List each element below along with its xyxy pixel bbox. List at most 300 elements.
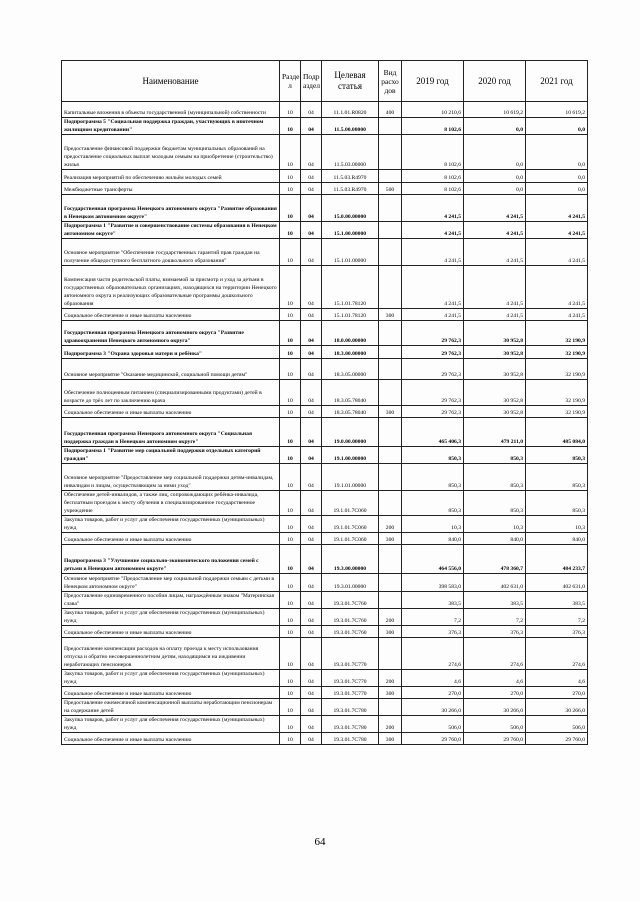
row-podrazdel-cell: 04: [301, 309, 322, 321]
row-amount-2019-cell: 10 210,6: [402, 102, 464, 118]
table-row: [62, 670, 588, 687]
row-name-cell: Подпрограмма 5 "Социальная поддержка граждан, участвующих в ипотечном жилищном кредитовании": [62, 118, 280, 135]
row-target-article-cell: 18.3.05.00000: [322, 359, 379, 380]
row-expense-type-cell: [379, 638, 402, 670]
row-amount-2019-cell: 274,6: [402, 638, 464, 670]
row-amount-2019-cell: 7,2: [402, 609, 464, 626]
table-row: [62, 222, 588, 239]
row-amount-2021-cell: 270,0: [526, 687, 588, 699]
row-amount-2019-cell: 4 241,5: [402, 309, 464, 321]
row-razdel-cell: 10: [280, 609, 301, 626]
row-amount-2021-cell: 0,0: [526, 118, 588, 135]
row-podrazdel-cell: 04: [301, 239, 322, 266]
header-target-article: Целевая статья: [322, 61, 379, 102]
row-podrazdel-cell: 04: [301, 135, 322, 170]
row-razdel-cell: 10: [280, 222, 301, 239]
row-amount-2020-cell: 30 952,8: [464, 321, 526, 346]
row-amount-2021-cell: 29 760,0: [526, 733, 588, 745]
row-expense-type-cell: 500: [379, 183, 402, 195]
row-amount-2021-cell: 4 241,5: [526, 195, 588, 222]
row-amount-2019-cell: 840,0: [402, 533, 464, 545]
row-amount-2019-cell: 8 102,6: [402, 183, 464, 195]
row-amount-2021-cell: 4 241,5: [526, 222, 588, 239]
row-amount-2020-cell: 29 760,0: [464, 733, 526, 745]
row-amount-2019-cell: 270,0: [402, 687, 464, 699]
table-row: [62, 380, 588, 406]
row-amount-2019-cell: 4 241,5: [402, 222, 464, 239]
row-razdel-cell: 10: [280, 118, 301, 135]
row-podrazdel-cell: 04: [301, 545, 322, 574]
row-podrazdel-cell: 04: [301, 609, 322, 626]
row-amount-2020-cell: 4 241,5: [464, 222, 526, 239]
table-row: [62, 491, 588, 516]
row-expense-type-cell: [379, 491, 402, 516]
row-amount-2019-cell: 850,3: [402, 447, 464, 464]
row-target-article-cell: 19.1.01.7C060: [322, 533, 379, 545]
row-razdel-cell: 10: [280, 102, 301, 118]
row-razdel-cell: 10: [280, 309, 301, 321]
row-name-cell: Обеспечение детей-инвалидов, а также лиц, сопровождающих ребёнка-инвалида, бесплатным проездом к месту обучения в специализированное государственное учреждение: [62, 491, 280, 516]
row-expense-type-cell: [379, 699, 402, 716]
row-amount-2020-cell: 270,0: [464, 687, 526, 699]
row-amount-2020-cell: 0,0: [464, 118, 526, 135]
row-expense-type-cell: [379, 239, 402, 266]
row-razdel-cell: 10: [280, 195, 301, 222]
row-razdel-cell: 10: [280, 359, 301, 380]
row-name-cell: Основное мероприятие "Предоставление мер социальной поддержки детям-инвалидам, инвалидам и лицам, осуществляющим за ними уход": [62, 464, 280, 491]
row-name-cell: Закупка товаров, работ и услуг для обеспечения государственных (муниципальных) нужд: [62, 716, 280, 733]
row-amount-2019-cell: 29 762,3: [402, 346, 464, 359]
row-name-cell: Социальное обеспечение и иные выплаты населению: [62, 626, 280, 638]
row-name-cell: Предоставление компенсации расходов на оплату проезда к месту использования отпуска и обратно несовершеннолетним детям, находящимся на иждивении неработающих пенсионеров: [62, 638, 280, 670]
row-target-article-cell: 15.1.01.00000: [322, 239, 379, 266]
row-amount-2020-cell: 30 952,8: [464, 359, 526, 380]
row-razdel-cell: 10: [280, 733, 301, 745]
row-expense-type-cell: 300: [379, 626, 402, 638]
row-amount-2021-cell: 32 190,9: [526, 380, 588, 406]
row-name-cell: Государственная программа Ненецкого автономного округа "Развитие здравоохранения Ненецкого автономного округа": [62, 321, 280, 346]
row-target-article-cell: 18.0.00.00000: [322, 321, 379, 346]
table-row: [62, 516, 588, 533]
row-target-article-cell: 19.3.01.7C780: [322, 733, 379, 745]
table-row: [62, 716, 588, 733]
row-podrazdel-cell: 04: [301, 346, 322, 359]
row-amount-2020-cell: 383,5: [464, 592, 526, 609]
row-razdel-cell: 10: [280, 135, 301, 170]
row-target-article-cell: 11.5.03.R4970: [322, 183, 379, 195]
row-podrazdel-cell: 04: [301, 418, 322, 447]
row-target-article-cell: 11.1.01.R0820: [322, 102, 379, 118]
row-amount-2020-cell: 0,0: [464, 135, 526, 170]
row-amount-2021-cell: 32 190,9: [526, 346, 588, 359]
row-name-cell: Государственная программа Ненецкого автономного округа "Социальная поддержка граждан в Ненецком автономном округе": [62, 418, 280, 447]
row-target-article-cell: 11.5.00.00000: [322, 118, 379, 135]
page-number: 64: [314, 836, 326, 848]
row-podrazdel-cell: 04: [301, 102, 322, 118]
row-target-article-cell: 15.1.00.00000: [322, 222, 379, 239]
row-amount-2020-cell: 274,6: [464, 638, 526, 670]
row-razdel-cell: 10: [280, 699, 301, 716]
row-name-cell: Предоставление финансовой поддержки бюджетам муниципальных образований на предоставление социальных выплат молодым семьям на приобретение (строительство) жилья: [62, 135, 280, 170]
row-target-article-cell: 19.0.00.00000: [322, 418, 379, 447]
header-expense-type: Вид расхо дов: [379, 61, 402, 102]
row-amount-2020-cell: 10,3: [464, 516, 526, 533]
header-podrazdel: Подр аздел: [301, 61, 322, 102]
row-amount-2019-cell: 29 762,3: [402, 321, 464, 346]
row-expense-type-cell: 200: [379, 516, 402, 533]
row-amount-2019-cell: 8 102,6: [402, 118, 464, 135]
row-amount-2019-cell: 29 762,3: [402, 406, 464, 418]
row-amount-2021-cell: 402 631,0: [526, 574, 588, 592]
row-podrazdel-cell: 04: [301, 533, 322, 545]
row-amount-2020-cell: 4 241,5: [464, 239, 526, 266]
row-razdel-cell: 10: [280, 574, 301, 592]
table-row: [62, 464, 588, 491]
row-amount-2019-cell: 398 583,0: [402, 574, 464, 592]
row-podrazdel-cell: 04: [301, 222, 322, 239]
row-podrazdel-cell: 04: [301, 183, 322, 195]
row-expense-type-cell: [379, 170, 402, 183]
table-row: [62, 135, 588, 170]
row-amount-2021-cell: 506,0: [526, 716, 588, 733]
row-razdel-cell: 10: [280, 170, 301, 183]
header-name: Наименование: [62, 61, 280, 102]
row-target-article-cell: 19.1.01.7C060: [322, 516, 379, 533]
row-amount-2020-cell: 402 631,0: [464, 574, 526, 592]
row-amount-2021-cell: 4,6: [526, 670, 588, 687]
table-row: [62, 346, 588, 359]
row-target-article-cell: 19.3.01.7C770: [322, 670, 379, 687]
row-podrazdel-cell: 04: [301, 516, 322, 533]
table-row: [62, 592, 588, 609]
row-podrazdel-cell: 04: [301, 266, 322, 309]
row-target-article-cell: 11.5.03.R4970: [322, 170, 379, 183]
row-name-cell: Закупка товаров, работ и услуг для обеспечения государственных (муниципальных) нужд: [62, 670, 280, 687]
row-name-cell: Предоставление ежемесячной компенсационной выплаты неработающим пенсионерам на содержание детей: [62, 699, 280, 716]
row-razdel-cell: 10: [280, 266, 301, 309]
table-row: [62, 574, 588, 592]
table-header-row: [62, 61, 588, 102]
row-name-cell: Подпрограмма 1 "Развитие и совершенствование системы образования в Ненецком автономном округе": [62, 222, 280, 239]
row-podrazdel-cell: 04: [301, 359, 322, 380]
row-amount-2019-cell: 29 762,3: [402, 359, 464, 380]
table-row: [62, 170, 588, 183]
row-target-article-cell: 18.3.05.78040: [322, 380, 379, 406]
row-podrazdel-cell: 04: [301, 626, 322, 638]
row-amount-2020-cell: 30 266,0: [464, 699, 526, 716]
row-razdel-cell: 10: [280, 638, 301, 670]
row-amount-2020-cell: 30 952,8: [464, 380, 526, 406]
row-name-cell: Подпрограмма 3 "Охрана здоровья матери и ребёнка": [62, 346, 280, 359]
row-expense-type-cell: 300: [379, 687, 402, 699]
row-amount-2019-cell: 10,3: [402, 516, 464, 533]
row-expense-type-cell: [379, 380, 402, 406]
row-target-article-cell: 15.1.01.78120: [322, 309, 379, 321]
table-row: [62, 545, 588, 574]
row-amount-2021-cell: 4 241,5: [526, 239, 588, 266]
row-amount-2019-cell: 376,3: [402, 626, 464, 638]
row-amount-2021-cell: 4 241,5: [526, 309, 588, 321]
row-amount-2021-cell: 485 084,0: [526, 418, 588, 447]
row-amount-2019-cell: 29 762,3: [402, 380, 464, 406]
row-name-cell: Основное мероприятие "Обеспечение государственных гарантий прав граждан на получение общедоступного бесплатного дошкольного образования": [62, 239, 280, 266]
row-podrazdel-cell: 04: [301, 699, 322, 716]
row-podrazdel-cell: 04: [301, 464, 322, 491]
row-amount-2021-cell: 840,0: [526, 533, 588, 545]
row-amount-2019-cell: 4,6: [402, 670, 464, 687]
row-name-cell: Закупка товаров, работ и услуг для обеспечения государственных (муниципальных) нужд: [62, 609, 280, 626]
row-amount-2020-cell: 840,0: [464, 533, 526, 545]
row-razdel-cell: 10: [280, 239, 301, 266]
row-target-article-cell: 19.3.01.7C760: [322, 609, 379, 626]
row-amount-2021-cell: 7,2: [526, 609, 588, 626]
row-amount-2021-cell: 32 190,9: [526, 359, 588, 380]
row-expense-type-cell: [379, 359, 402, 380]
row-name-cell: Социальное обеспечение и иные выплаты населению: [62, 687, 280, 699]
row-podrazdel-cell: 04: [301, 118, 322, 135]
row-amount-2020-cell: 506,0: [464, 716, 526, 733]
row-expense-type-cell: [379, 447, 402, 464]
row-target-article-cell: 19.3.01.7C780: [322, 716, 379, 733]
row-podrazdel-cell: 04: [301, 195, 322, 222]
row-target-article-cell: 18.3.00.00000: [322, 346, 379, 359]
row-amount-2019-cell: 29 760,0: [402, 733, 464, 745]
row-amount-2019-cell: 850,3: [402, 491, 464, 516]
row-expense-type-cell: [379, 195, 402, 222]
row-expense-type-cell: 200: [379, 716, 402, 733]
table-row: [62, 195, 588, 222]
row-amount-2020-cell: 478 360,7: [464, 545, 526, 574]
row-target-article-cell: 19.1.01.7C060: [322, 491, 379, 516]
row-podrazdel-cell: 04: [301, 321, 322, 346]
row-amount-2021-cell: 274,6: [526, 638, 588, 670]
header-year-2019: 2019 год: [402, 61, 464, 102]
row-amount-2020-cell: 4 241,5: [464, 195, 526, 222]
row-name-cell: Подпрограмма 1 "Развитие мер социальной поддержки отдельных категорий граждан": [62, 447, 280, 464]
row-target-article-cell: 11.5.03.00000: [322, 135, 379, 170]
row-expense-type-cell: 200: [379, 609, 402, 626]
row-expense-type-cell: 300: [379, 309, 402, 321]
table-row: [62, 609, 588, 626]
row-razdel-cell: 10: [280, 406, 301, 418]
row-amount-2020-cell: 30 952,8: [464, 406, 526, 418]
row-amount-2019-cell: 8 102,6: [402, 135, 464, 170]
header-razdel: Разде л: [280, 61, 301, 102]
row-amount-2021-cell: 383,5: [526, 592, 588, 609]
row-razdel-cell: 10: [280, 687, 301, 699]
row-podrazdel-cell: 04: [301, 170, 322, 183]
row-podrazdel-cell: 04: [301, 670, 322, 687]
row-amount-2021-cell: 30 266,0: [526, 699, 588, 716]
table-body: [62, 102, 588, 745]
row-target-article-cell: 19.3.01.7C770: [322, 638, 379, 670]
row-razdel-cell: 10: [280, 516, 301, 533]
row-amount-2021-cell: 0,0: [526, 183, 588, 195]
row-podrazdel-cell: 04: [301, 380, 322, 406]
row-target-article-cell: 19.3.01.7C780: [322, 699, 379, 716]
table-row: [62, 626, 588, 638]
row-razdel-cell: 10: [280, 545, 301, 574]
table-row: [62, 406, 588, 418]
row-expense-type-cell: [379, 418, 402, 447]
row-amount-2020-cell: 0,0: [464, 170, 526, 183]
row-amount-2020-cell: 7,2: [464, 609, 526, 626]
row-target-article-cell: 18.3.05.78040: [322, 406, 379, 418]
row-amount-2021-cell: 850,3: [526, 464, 588, 491]
row-target-article-cell: 19.1.01.00000: [322, 464, 379, 491]
row-name-cell: Обеспечение полноценным питанием (специализированными продуктами) детей в возрасте до трёх лет по заключению врача: [62, 380, 280, 406]
table-row: [62, 239, 588, 266]
table-row: [62, 687, 588, 699]
row-amount-2021-cell: 32 190,9: [526, 406, 588, 418]
row-name-cell: Основное мероприятие "Оказание медицинской, социальной помощи детям": [62, 359, 280, 380]
row-expense-type-cell: [379, 545, 402, 574]
row-amount-2020-cell: 376,3: [464, 626, 526, 638]
table-row: [62, 418, 588, 447]
row-amount-2019-cell: 30 266,0: [402, 699, 464, 716]
row-razdel-cell: 10: [280, 183, 301, 195]
row-podrazdel-cell: 04: [301, 638, 322, 670]
row-amount-2019-cell: 850,3: [402, 464, 464, 491]
row-expense-type-cell: [379, 574, 402, 592]
row-podrazdel-cell: 04: [301, 592, 322, 609]
row-amount-2020-cell: 850,3: [464, 464, 526, 491]
table-row: [62, 533, 588, 545]
row-name-cell: Социальное обеспечение и иные выплаты населению: [62, 533, 280, 545]
row-name-cell: Реализация мероприятий по обеспечению жильём молодых семей: [62, 170, 280, 183]
row-target-article-cell: 19.3.01.7C760: [322, 592, 379, 609]
row-expense-type-cell: [379, 592, 402, 609]
row-amount-2021-cell: 10 619,2: [526, 102, 588, 118]
row-expense-type-cell: [379, 135, 402, 170]
row-razdel-cell: 10: [280, 380, 301, 406]
row-expense-type-cell: 300: [379, 406, 402, 418]
row-expense-type-cell: 400: [379, 102, 402, 118]
row-expense-type-cell: 200: [379, 670, 402, 687]
row-amount-2019-cell: 8 102,6: [402, 170, 464, 183]
row-amount-2020-cell: 0,0: [464, 183, 526, 195]
row-podrazdel-cell: 04: [301, 733, 322, 745]
row-podrazdel-cell: 04: [301, 491, 322, 516]
table-row: [62, 638, 588, 670]
row-amount-2020-cell: 10 619,2: [464, 102, 526, 118]
row-name-cell: Закупка товаров, работ и услуг для обеспечения государственных (муниципальных) нужд: [62, 516, 280, 533]
row-amount-2019-cell: 4 241,5: [402, 266, 464, 309]
table-row: [62, 699, 588, 716]
row-amount-2021-cell: 10,3: [526, 516, 588, 533]
row-name-cell: Подпрограмма 3 "Улучшение социально-экономического положения семей с детьми в Ненецком автономном округе": [62, 545, 280, 574]
row-amount-2020-cell: 850,3: [464, 447, 526, 464]
row-amount-2021-cell: 376,3: [526, 626, 588, 638]
row-name-cell: Предоставление единовременного пособия лицам, награждённым знаком "Материнская слава": [62, 592, 280, 609]
row-razdel-cell: 10: [280, 464, 301, 491]
row-amount-2020-cell: 30 952,8: [464, 346, 526, 359]
row-amount-2020-cell: 4,6: [464, 670, 526, 687]
row-amount-2020-cell: 4 241,5: [464, 309, 526, 321]
table-row: [62, 309, 588, 321]
table-row: [62, 266, 588, 309]
row-razdel-cell: 10: [280, 670, 301, 687]
row-name-cell: Основное мероприятие "Предоставление мер социальной поддержки семьям с детьми в Ненецком автономном округе": [62, 574, 280, 592]
row-name-cell: Межбюджетные трансферты: [62, 183, 280, 195]
row-expense-type-cell: [379, 346, 402, 359]
row-amount-2020-cell: 479 211,0: [464, 418, 526, 447]
row-name-cell: Государственная программа Ненецкого автономного округа "Развитие образования в Ненецком автономном округе": [62, 195, 280, 222]
row-amount-2021-cell: 850,3: [526, 447, 588, 464]
row-expense-type-cell: [379, 321, 402, 346]
row-razdel-cell: 10: [280, 592, 301, 609]
row-name-cell: Социальное обеспечение и иные выплаты населению: [62, 406, 280, 418]
table-row: [62, 359, 588, 380]
row-expense-type-cell: [379, 266, 402, 309]
budget-table: [61, 60, 588, 745]
row-name-cell: Компенсация части родительской платы, взимаемой за присмотр и уход за детьми в государственных образовательных организациях, находящихся на территории Ненецкого автономного округа и реализующих образовательные программы дошкольного образования: [62, 266, 280, 309]
row-target-article-cell: 19.3.00.00000: [322, 545, 379, 574]
row-amount-2019-cell: 506,0: [402, 716, 464, 733]
row-expense-type-cell: [379, 464, 402, 491]
row-amount-2021-cell: 32 190,9: [526, 321, 588, 346]
row-podrazdel-cell: 04: [301, 574, 322, 592]
row-razdel-cell: 10: [280, 346, 301, 359]
row-amount-2020-cell: 4 241,5: [464, 266, 526, 309]
row-podrazdel-cell: 04: [301, 687, 322, 699]
row-target-article-cell: 19.3.01.7C770: [322, 687, 379, 699]
row-razdel-cell: 10: [280, 533, 301, 545]
row-name-cell: Социальное обеспечение и иные выплаты населению: [62, 309, 280, 321]
row-amount-2021-cell: 850,3: [526, 491, 588, 516]
row-amount-2021-cell: 484 233,7: [526, 545, 588, 574]
row-expense-type-cell: 300: [379, 533, 402, 545]
row-expense-type-cell: 300: [379, 733, 402, 745]
row-target-article-cell: 19.3.01.00000: [322, 574, 379, 592]
row-razdel-cell: 10: [280, 716, 301, 733]
table-row: [62, 321, 588, 346]
row-razdel-cell: 10: [280, 447, 301, 464]
table-row: [62, 118, 588, 135]
row-amount-2019-cell: 4 241,5: [402, 195, 464, 222]
table-row: [62, 183, 588, 195]
row-amount-2019-cell: 465 406,3: [402, 418, 464, 447]
header-year-2020: 2020 год: [464, 61, 526, 102]
row-name-cell: Социальное обеспечение и иные выплаты населению: [62, 733, 280, 745]
row-target-article-cell: 15.1.01.78120: [322, 266, 379, 309]
row-target-article-cell: 19.3.01.7C760: [322, 626, 379, 638]
row-amount-2020-cell: 850,3: [464, 491, 526, 516]
table-row: [62, 102, 588, 118]
row-expense-type-cell: [379, 222, 402, 239]
row-amount-2019-cell: 464 556,0: [402, 545, 464, 574]
row-amount-2021-cell: 4 241,5: [526, 266, 588, 309]
row-podrazdel-cell: 04: [301, 447, 322, 464]
row-podrazdel-cell: 04: [301, 716, 322, 733]
row-name-cell: Капитальные вложения в объекты государственной (муниципальной) собственности: [62, 102, 280, 118]
row-expense-type-cell: [379, 118, 402, 135]
row-amount-2021-cell: 0,0: [526, 135, 588, 170]
header-year-2021: 2021 год: [526, 61, 588, 102]
row-podrazdel-cell: 04: [301, 406, 322, 418]
row-target-article-cell: 15.0.00.00000: [322, 195, 379, 222]
row-target-article-cell: 19.1.00.00000: [322, 447, 379, 464]
row-razdel-cell: 10: [280, 418, 301, 447]
row-razdel-cell: 10: [280, 321, 301, 346]
table-row: [62, 447, 588, 464]
row-razdel-cell: 10: [280, 491, 301, 516]
row-amount-2019-cell: 4 241,5: [402, 239, 464, 266]
table-row: [62, 733, 588, 745]
row-razdel-cell: 10: [280, 626, 301, 638]
row-amount-2019-cell: 383,5: [402, 592, 464, 609]
row-amount-2021-cell: 0,0: [526, 170, 588, 183]
